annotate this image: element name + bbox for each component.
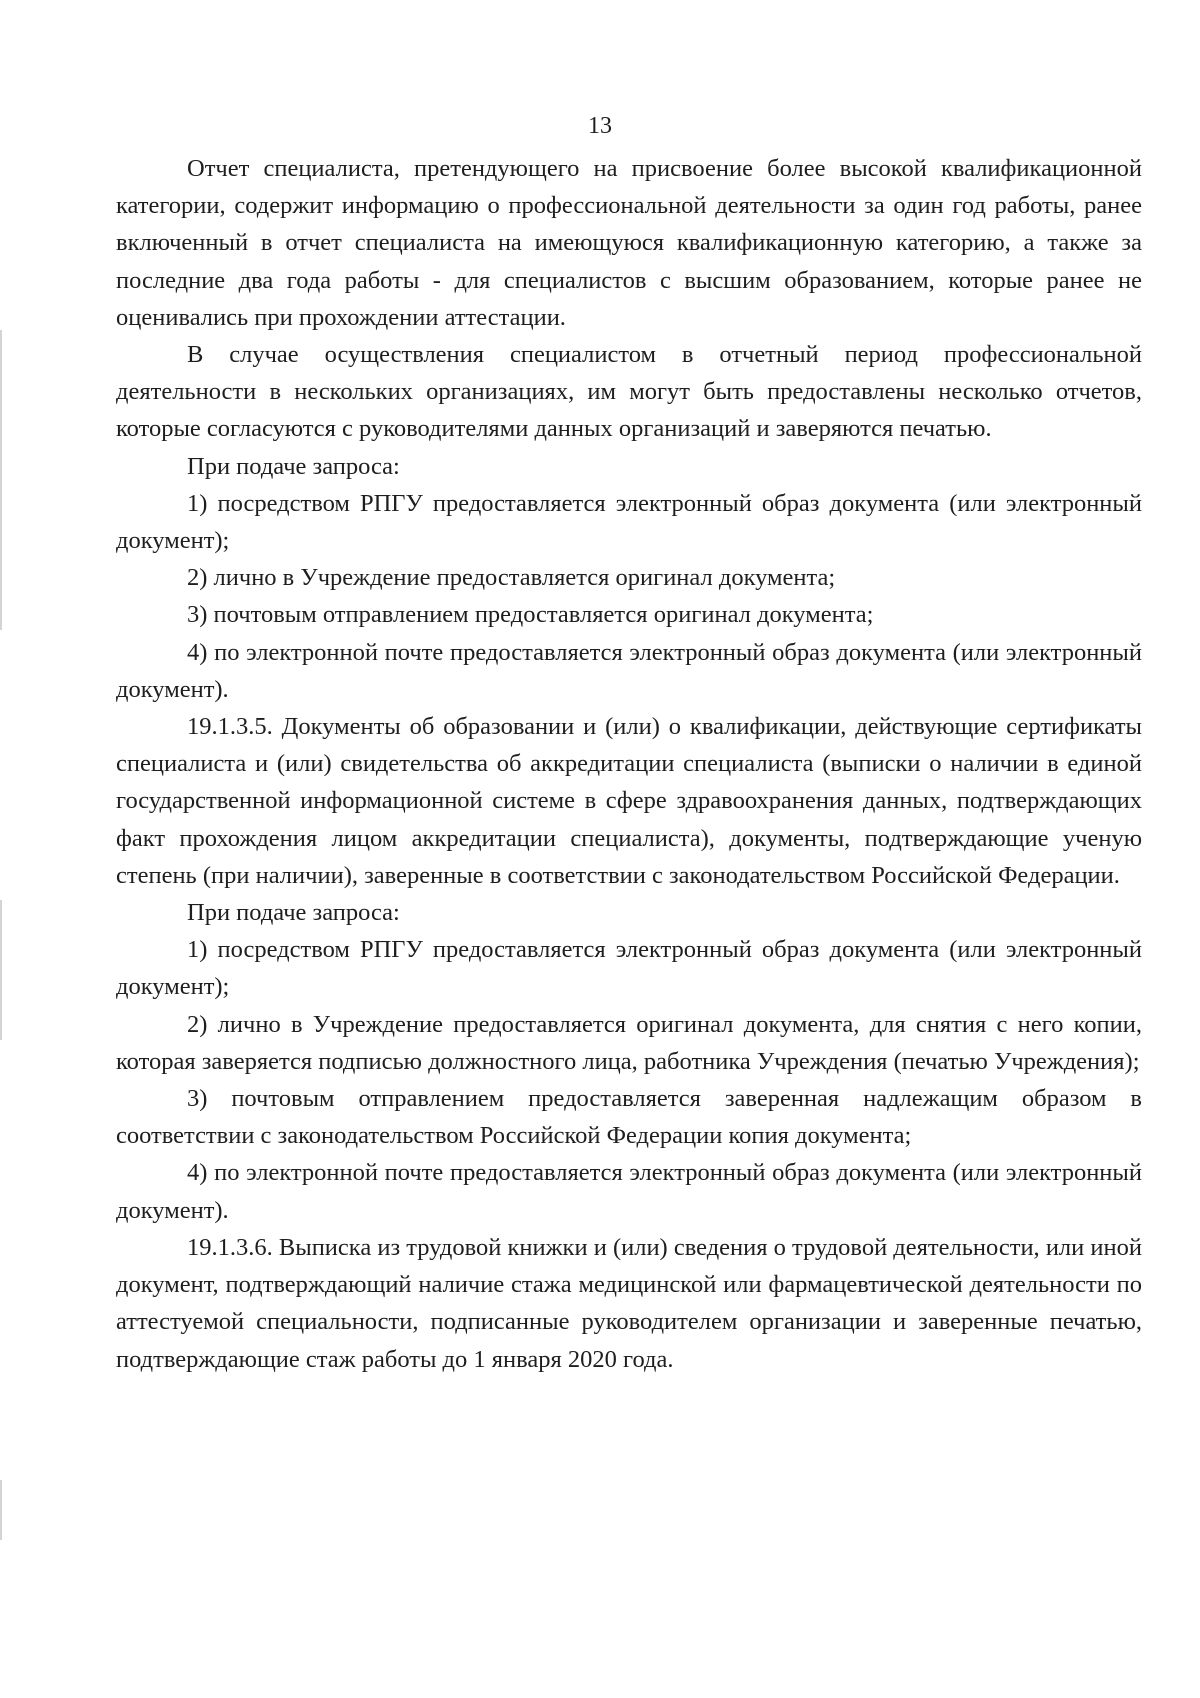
list-item: 1) посредством РПГУ предоставляется электронный образ документа (или электронный документ); xyxy=(116,489,1142,555)
document-body xyxy=(116,150,1142,1378)
list-item: 3) почтовым отправлением предоставляется оригинал документа; xyxy=(187,601,874,629)
page-number: 13 xyxy=(588,113,612,139)
scan-edge-mark xyxy=(0,330,2,630)
paragraph: При подаче запроса: xyxy=(187,452,400,480)
scan-edge-mark xyxy=(0,900,2,1040)
section-paragraph: 19.1.3.6. Выписка из трудовой книжки и (или) сведения о трудовой деятельности, или иной документ, подтверждающий наличие стажа медицинской или фармацевтической деятельности по аттестуемой специальности, подписанные руководителем организации и заверенные печатью, подтверждающие стаж работы до 1 января 2020 года. xyxy=(116,1233,1142,1373)
list-item: 2) лично в Учреждение предоставляется оригинал документа; xyxy=(187,564,836,592)
list-item: 1) посредством РПГУ предоставляется электронный образ документа (или электронный документ); xyxy=(116,936,1142,1001)
list-item: 2) лично в Учреждение предоставляется оригинал документа, для снятия с него копии, которая заверяется подписью должностного лица, работника Учреждения (печатью Учреждения); xyxy=(116,1010,1142,1075)
section-paragraph: 19.1.3.5. Документы об образовании и (или) о квалификации, действующие сертификаты специалиста и (или) свидетельства об аккредитации специалиста (выписки о наличии в единой государственной информационной системе в сфере здравоохранения данных, подтверждающих факт прохождения лицом аккредитации специалиста), документы, подтверждающие ученую степень (при наличии), заверенные в соответствии с законодательством Российской Федерации. xyxy=(116,713,1142,889)
paragraph: При подаче запроса: xyxy=(187,899,400,927)
paragraph: Отчет специалиста, претендующего на присвоение более высокой квалификационной категории, содержит информацию о профессиональной деятельности за один год работы, ранее включенный в отчет специалиста на имеющуюся квалификационную категорию, а также за последние два года работы - для специалистов с высшим образованием, которые ранее не оценивались при прохождении аттестации. xyxy=(116,155,1142,331)
list-item: 4) по электронной почте предоставляется электронный образ документа (или электронный документ). xyxy=(116,638,1142,703)
list-item: 4) по электронной почте предоставляется электронный образ документа (или электронный документ). xyxy=(116,1159,1142,1224)
list-item: 3) почтовым отправлением предоставляется заверенная надлежащим образом в соответствии с законодательством Российской Федерации копия документа; xyxy=(116,1085,1142,1150)
paragraph: В случае осуществления специалистом в отчетный период профессиональной деятельности в нескольких организациях, им могут быть предоставлены несколько отчетов, которые согласуются с руководителями данных организаций и заверяются печатью. xyxy=(116,341,1142,443)
scan-edge-mark xyxy=(0,1480,2,1540)
